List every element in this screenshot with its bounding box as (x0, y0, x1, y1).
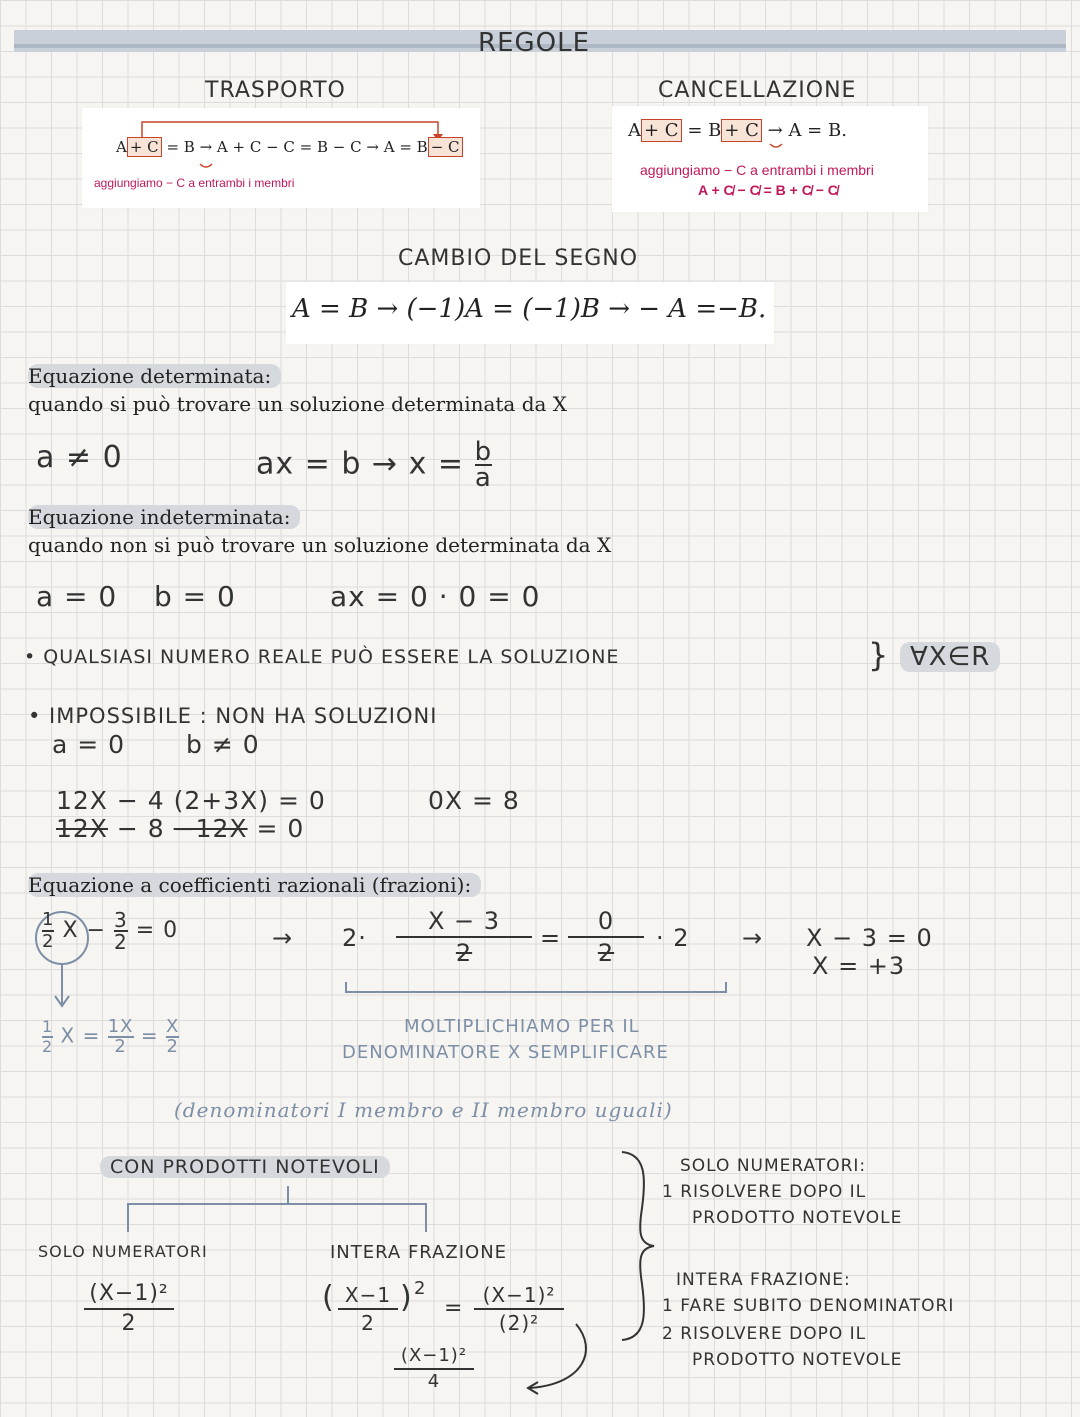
trasporto-title: TRASPORTO (205, 78, 346, 103)
razionali-equals: = (540, 924, 562, 952)
half-eq2: = (140, 1023, 159, 1048)
half-frac3 (166, 1018, 179, 1056)
left-num: (X−1)² (89, 1281, 169, 1306)
indeterminata-heading (28, 505, 300, 529)
zfrac-den: 2 (597, 939, 615, 967)
trasporto-arrow (82, 108, 480, 208)
prodotti-r3-frac (394, 1344, 474, 1394)
struck-minus12x: −12X (173, 814, 248, 843)
razionali-arrow2: → (742, 924, 764, 952)
razionali-note3: (denominatori I membro e II membro uguali) (174, 1098, 673, 1122)
f3-den: 2 (166, 1036, 179, 1057)
lhs-d2: 2 (113, 930, 128, 954)
side-step2: 1 FARE SUBITO DENOMINATORI (662, 1296, 955, 1316)
trasporto-end-box: − C (428, 137, 463, 157)
prodotti-r-frac (338, 1282, 398, 1336)
impossibile-eq2 (56, 814, 304, 843)
prodotti-tree (120, 1184, 440, 1236)
side-step1b: PRODOTTO NOTEVOLE (692, 1208, 903, 1228)
struck-12x: 12X (56, 814, 108, 843)
indeterminata-cond-b: b = 0 (154, 580, 236, 613)
prodotti-title-text: CON PRODOTTI NOTEVOLI (100, 1156, 390, 1178)
determinata-heading (28, 364, 281, 388)
cancellazione-note1: aggiungiamo − C a entrambi i membri (640, 162, 874, 178)
impossibile-eq1: 12X − 4 (2+3X) = 0 (56, 786, 326, 815)
cambio-segno-formula: A = B → (−1)A = (−1)B → − A =−B. (292, 294, 767, 324)
razionali-res2: X = +3 (812, 952, 906, 980)
determinata-frac (474, 437, 493, 493)
half-num: 1 (42, 1017, 54, 1036)
trasporto-note: aggiungiamo − C a entrambi i membri (94, 176, 295, 190)
side-title2: INTERA FRAZIONE: (676, 1270, 851, 1290)
cancellazione-title: CANCELLAZIONE (658, 78, 857, 103)
big-brace (612, 1148, 662, 1344)
razionali-zfrac (568, 906, 644, 968)
f3-num: X (166, 1016, 180, 1037)
r2-den: (2)² (498, 1311, 540, 1335)
cancellazione-card (612, 106, 928, 212)
impossibile-cond-a: a = 0 (52, 730, 126, 759)
half-den: 2 (42, 1037, 54, 1056)
f2-num: 1X (107, 1016, 134, 1037)
lhs-x: X (62, 918, 79, 943)
side-step3b: PRODOTTO NOTEVOLE (692, 1350, 903, 1370)
mfrac-num: X − 3 (427, 907, 501, 935)
r-num: X−1 (344, 1283, 392, 1307)
determinata-eq (256, 437, 493, 493)
lhs-num: 1 (42, 909, 55, 930)
canc-c2-box: + C (721, 119, 762, 142)
determinata-den: a (474, 463, 492, 493)
determinata-eq-text: ax = b → x = (256, 446, 465, 482)
paren-close: ) (400, 1280, 413, 1315)
razionali-half-expansion (42, 1018, 179, 1056)
razionali-lhs (42, 910, 178, 952)
canc-a: A (628, 120, 641, 141)
lhs-half (42, 910, 54, 952)
impossibile-bullet: • IMPOSSIBILE : NON HA SOLUZIONI (28, 704, 438, 728)
trasporto-mid: = B → A + C − C = B − C → A = B (166, 138, 428, 156)
razionali-mfrac (396, 906, 532, 968)
razionali-heading (28, 873, 481, 897)
indeterminata-desc: quando non si può trovare un soluzione determinata da X (28, 533, 612, 557)
prodotti-left-frac (84, 1280, 174, 1338)
razionali-heading-text: Equazione a coefficienti razionali (frazioni): (28, 873, 481, 897)
razionali-note2: DENOMINATORE X SEMPLIFICARE (342, 1042, 669, 1063)
razionali-bracket (340, 980, 732, 998)
determinata-num: b (474, 437, 493, 467)
r3-den: 4 (427, 1371, 441, 1392)
indeterminata-eq: ax = 0 · 0 = 0 (330, 580, 541, 613)
indeterminata-cond-a: a = 0 (36, 580, 118, 613)
razionali-two: 2· (342, 924, 367, 952)
r2-num: (X−1)² (482, 1283, 556, 1307)
trasporto-a: A (116, 138, 127, 156)
half-eq: X = (60, 1023, 101, 1048)
trasporto-card (82, 108, 480, 208)
side-step1a: 1 RISOLVERE DOPO IL (662, 1182, 867, 1202)
prodotti-left-label: SOLO NUMERATORI (38, 1242, 208, 1261)
cambio-segno-card (286, 282, 774, 344)
prodotti-r-eq: = (444, 1296, 464, 1321)
half-frac (42, 1018, 53, 1056)
lhs-threehalves (114, 910, 128, 952)
half-frac2 (108, 1018, 134, 1056)
lhs-minus: − (86, 918, 106, 943)
lhs-den: 2 (42, 931, 55, 952)
impossibile-cond-b: b ≠ 0 (186, 730, 260, 759)
determinata-cond: a ≠ 0 (36, 440, 123, 475)
f2-den: 2 (114, 1036, 127, 1057)
cancellazione-note2: A + C̸ − C̸ = B + C̸ − C̸ (698, 182, 838, 198)
canc-c1-box: + C (641, 119, 682, 142)
trasporto-formula (116, 138, 463, 156)
determinata-desc: quando si può trovare un soluzione determinata da X (28, 392, 568, 416)
cambio-segno-title: CAMBIO DEL SEGNO (398, 246, 639, 271)
canc-end: → A = B. (767, 120, 847, 141)
curved-arrow (500, 1320, 600, 1400)
prodotti-title (100, 1156, 390, 1178)
razionali-arrow1: → (272, 924, 294, 952)
mfrac-den: 2 (455, 939, 473, 967)
determinata-heading-text: Equazione determinata: (28, 364, 281, 388)
left-den: 2 (121, 1311, 137, 1336)
forall-text: ∀X∈R (900, 642, 1000, 672)
side-title1: SOLO NUMERATORI: (680, 1156, 867, 1176)
prodotti-right-label: INTERA FRAZIONE (330, 1242, 508, 1263)
page-title: REGOLE (478, 28, 591, 58)
cancellazione-formula (628, 120, 847, 141)
forall-badge (900, 642, 1000, 672)
paren-open: ( (322, 1280, 335, 1315)
lhs-n3: 3 (113, 908, 128, 932)
zfrac-num: 0 (597, 907, 615, 935)
trasporto-c-box: + C (127, 137, 162, 157)
r-den: 2 (361, 1311, 375, 1335)
indeterminata-brace: } (868, 636, 890, 674)
impossibile-result: 0X = 8 (428, 786, 520, 815)
prodotti-r-exp: 2 (414, 1278, 427, 1299)
indeterminata-bullet: • QUALSIASI NUMERO REALE PUÒ ESSERE LA SOLUZIONE (24, 646, 620, 668)
lhs-eq0: = 0 (135, 918, 179, 943)
razionali-two2: · 2 (656, 924, 690, 952)
canc-eq: = B (687, 120, 722, 141)
razionali-note1: MOLTIPLICHIAMO PER IL (404, 1016, 640, 1037)
eq2-minus8: − 8 (107, 814, 174, 843)
indeterminata-heading-text: Equazione indeterminata: (28, 505, 300, 529)
eq2-zero: = 0 (247, 814, 305, 843)
side-step3a: 2 RISOLVERE DOPO IL (662, 1324, 867, 1344)
razionali-res1: X − 3 = 0 (806, 924, 933, 952)
r3-num: (X−1)² (400, 1345, 468, 1366)
